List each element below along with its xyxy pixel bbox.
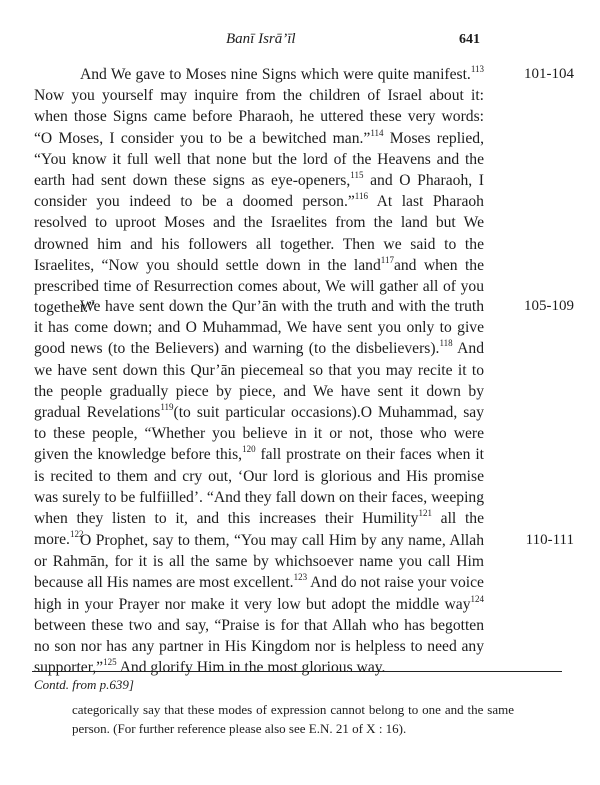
paragraph-text: and when the prescribed time of Resurrection comes about, We will gather all of you together.” bbox=[34, 256, 484, 317]
footnote-ref: 122 bbox=[69, 529, 84, 540]
running-header-title: Banī Isrā’īl bbox=[226, 31, 296, 47]
verse-reference: 110-111 bbox=[525, 532, 574, 548]
footnote-ref: 116 bbox=[354, 191, 368, 202]
paragraph-text: all the more. bbox=[34, 510, 485, 549]
paragraph-text: fall prostrate on their faces when it is recited to them and cry out, ‘Our lord is glorious and His promise was surely to be fulfiilled’. “And they fall down on their faces, weeping when they listen to it, and this increases their Humility bbox=[34, 446, 484, 528]
verse-reference: 101-104 bbox=[524, 66, 574, 82]
footnote-ref: 117 bbox=[380, 254, 394, 265]
footnote-ref: 118 bbox=[439, 338, 453, 349]
footnote-text: categorically say that these modes of expression cannot belong to one and the same person. (For further reference please also see E.N. 21 of X : 16). bbox=[72, 702, 514, 736]
paragraph-text: And we have sent down this Qur’ān piecemeal so that you may recite it to the people gradually piece by piece, and We have sent it down by gradual Revelations bbox=[34, 340, 484, 422]
paragraph-text: And do not raise your voice high in your Prayer nor make it very low but adopt the middle way bbox=[34, 574, 484, 613]
paragraph-verses-110-111 bbox=[34, 530, 484, 678]
footnote-ref: 123 bbox=[293, 572, 308, 583]
continued-from-label: Contd. from p.639] bbox=[34, 677, 134, 692]
verse-reference: 105-109 bbox=[524, 298, 574, 314]
paragraph-text: At last Pharaoh resolved to uproot Moses and the Israelites from the land but We drowned him and his followers all together. Then we said to the Israelites, “Now you should settle down in the land bbox=[34, 193, 484, 274]
paragraph-text: and O Pharaoh, I consider you indeed to be a doomed person.” bbox=[34, 172, 484, 211]
footnote-ref: 115 bbox=[350, 170, 364, 181]
footnote-ref: 124 bbox=[470, 593, 484, 604]
paragraph-text: We have sent down the Qur’ān with the truth and with the truth it has come down; and O Muhammad, We have sent you only to give good news (to the Believers) and warning (to the disbelievers). bbox=[34, 298, 484, 358]
footnote-ref: 120 bbox=[242, 444, 256, 455]
footnote-divider bbox=[32, 671, 562, 672]
footnote-ref: 113 bbox=[470, 64, 484, 74]
paragraph-text: And glorify Him in the most glorious way. bbox=[116, 659, 386, 677]
paragraph-text: And We gave to Moses nine Signs which were quite manifest. bbox=[80, 66, 471, 83]
paragraph-text: (to suit particular occasions).O Muhammad, say to these people, “Whether you believe in it or not, those who were given the knowledge before this, bbox=[34, 404, 484, 464]
paragraph-text: Moses replied, “You know it full well that none but the lord of the Heavens and the earth had sent down these signs as eye-openers, bbox=[34, 129, 484, 190]
footnote-ref: 121 bbox=[418, 508, 432, 519]
footnote-ref: 119 bbox=[160, 402, 174, 413]
footnote-ref: 125 bbox=[103, 657, 117, 668]
paragraph-verses-101-104 bbox=[34, 64, 484, 318]
paragraph-text: Now you yourself may inquire from the children of Israel about it: when those Signs came before Pharaoh, he uttered these very words: “O Moses, I consider you to be a bewitched man.” bbox=[34, 87, 484, 147]
paragraph-verses-105-109 bbox=[34, 296, 484, 550]
paragraph-text: O Prophet, say to them, “You may call Him by any name, Allah or Rahmān, for it is all the same by whichsoever name you call Him because all His names are most excellent. bbox=[34, 532, 484, 592]
footnote-ref: 114 bbox=[370, 127, 384, 138]
page-number: 641 bbox=[459, 32, 480, 47]
paragraph-text: between these two and say, “Praise is for that Allah who has begotten no son nor has any partner in His Kingdom nor is helpless to need any supporter,” bbox=[34, 616, 484, 677]
